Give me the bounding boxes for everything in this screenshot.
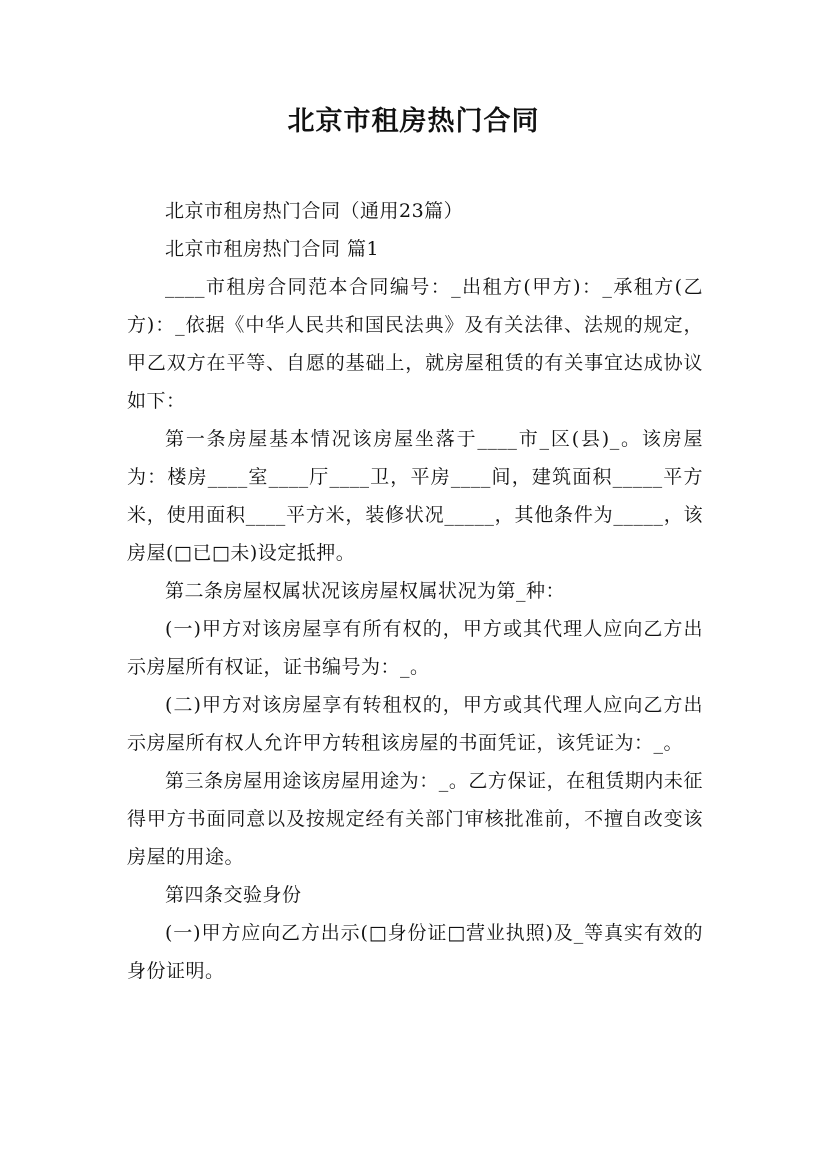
document-title: 北京市租房热门合同	[287, 106, 540, 137]
document-body	[127, 192, 703, 990]
paragraph-article-1: 第一条房屋基本情况该房屋坐落于____市_区(县)_。该房屋为：楼房____室____厅____卫，平房____间，建筑面积_____平方米，使用面积____平方米，装修状况_____，其他条件为_____，该房屋(□已□未)设定抵押。	[127, 428, 703, 564]
paragraph-article-4-item-1: (一)甲方应向乙方出示(□身份证□营业执照)及_等真实有效的身份证明。	[127, 922, 703, 982]
paragraph-subtitle: 北京市租房热门合同（通用23篇）	[165, 200, 464, 222]
paragraph-article-3: 第三条房屋用途该房屋用途为：_。乙方保证，在租赁期内未征得甲方书面同意以及按规定经有关部门审核批准前，不擅自改变该房屋的用途。	[127, 770, 703, 868]
paragraph-section-heading: 北京市租房热门合同 篇1	[165, 238, 380, 260]
paragraph-intro: ____市租房合同范本合同编号：_出租方(甲方)：_承租方(乙方)：_依据《中华人民共和国民法典》及有关法律、法规的规定，甲乙双方在平等、自愿的基础上，就房屋租赁的有关事宜达成协议如下：	[127, 276, 703, 412]
paragraph-article-4: 第四条交验身份	[165, 884, 302, 906]
paragraph-article-2: 第二条房屋权属状况该房屋权属状况为第_种：	[165, 580, 566, 602]
paragraph-article-2-item-1: (一)甲方对该房屋享有所有权的，甲方或其代理人应向乙方出示房屋所有权证，证书编号为：_。	[127, 618, 703, 678]
paragraph-article-2-item-2: (二)甲方对该房屋享有转租权的，甲方或其代理人应向乙方出示房屋所有权人允许甲方转租该房屋的书面凭证，该凭证为：_。	[127, 694, 703, 754]
